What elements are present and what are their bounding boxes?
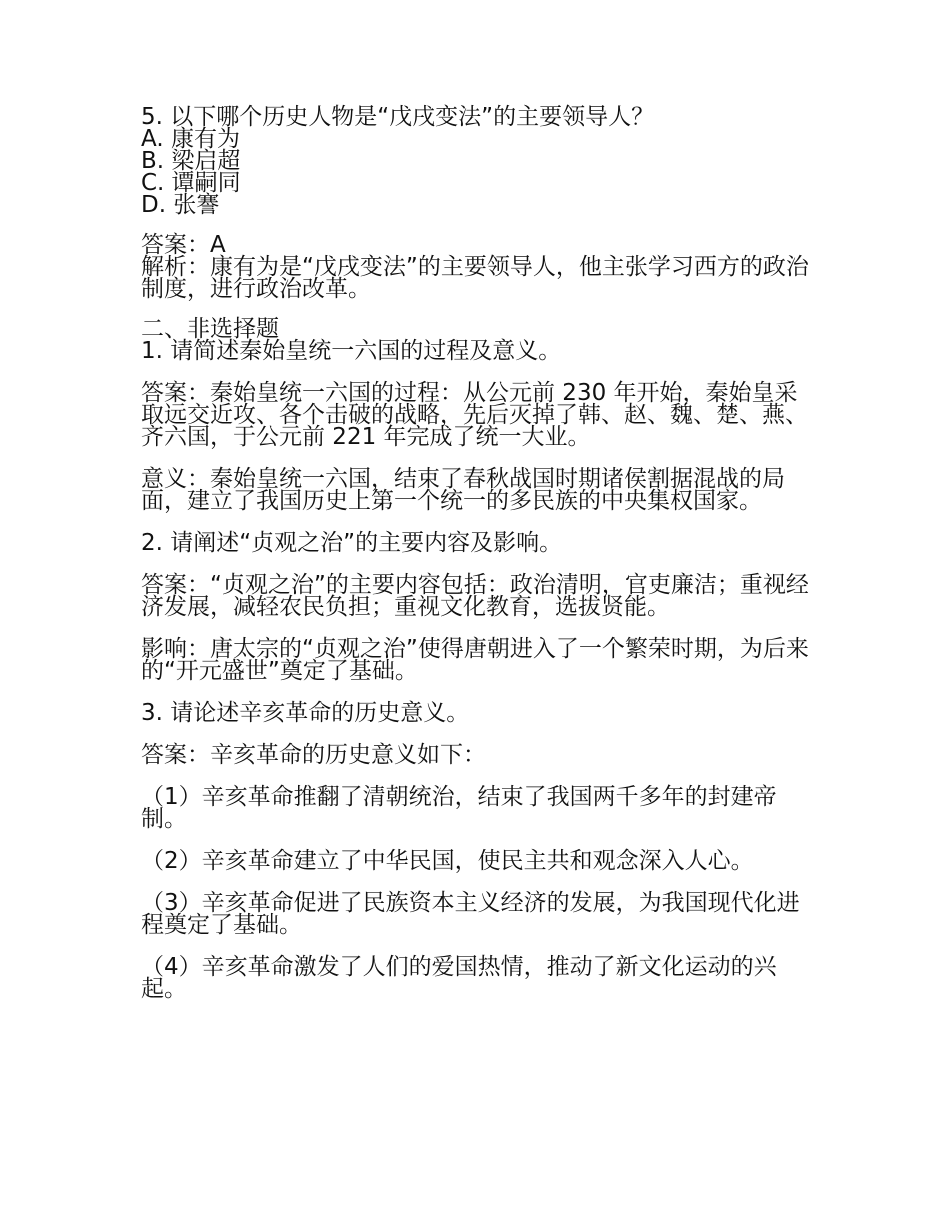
q1-answer: 答案：秦始皇统一六国的过程：从公元前 230 年开始，秦始皇采取远交近攻、各个击破的战略，先后灭掉了韩、赵、魏、楚、燕、齐六国，于公元前 221 年完成了统一大业。 xyxy=(141,380,808,450)
q3-point-3: （3）辛亥革命促进了民族资本主义经济的发展，为我国现代化进程奠定了基础。 xyxy=(141,890,800,938)
mc-option-b: B. 梁启超 xyxy=(141,148,241,174)
q3-point-2: （2）辛亥革命建立了中华民国，使民主共和观念深入人心。 xyxy=(141,848,754,874)
q3-answer-intro: 答案：辛亥革命的历史意义如下： xyxy=(141,742,486,768)
mc-option-d: D. 张謇 xyxy=(141,192,220,218)
q3-point-1: （1）辛亥革命推翻了清朝统治，结束了我国两千多年的封建帝制。 xyxy=(141,784,777,832)
q2-prompt: 2. 请阐述“贞观之治”的主要内容及影响。 xyxy=(141,530,563,556)
mc-question-prompt: 5. 以下哪个历史人物是“戊戌变法”的主要领导人？ xyxy=(141,104,655,130)
section-two-heading: 二、非选择题 xyxy=(141,316,279,342)
mc-option-c: C. 谭嗣同 xyxy=(141,170,241,196)
q1-prompt: 1. 请简述秦始皇统一六国的过程及意义。 xyxy=(141,338,562,364)
document-page xyxy=(141,106,813,1000)
q3-point-4: （4）辛亥革命激发了人们的爱国热情，推动了新文化运动的兴起。 xyxy=(141,954,777,1002)
q1-meaning: 意义：秦始皇统一六国，结束了春秋战国时期诸侯割据混战的局面，建立了我国历史上第一个统一的多民族的中央集权国家。 xyxy=(141,466,785,514)
mc-analysis: 解析：康有为是“戊戌变法”的主要领导人，他主张学习西方的政治制度，进行政治改革。 xyxy=(141,254,809,302)
q2-influence: 影响：唐太宗的“贞观之治”使得唐朝进入了一个繁荣时期，为后来的“开元盛世”奠定了基础。 xyxy=(141,636,809,684)
q3-prompt: 3. 请论述辛亥革命的历史意义。 xyxy=(141,700,470,726)
mc-answer: 答案：A xyxy=(141,232,226,258)
q2-answer: 答案：“贞观之治”的主要内容包括：政治清明，官吏廉洁；重视经济发展，减轻农民负担；重视文化教育，选拔贤能。 xyxy=(141,572,809,620)
mc-option-a: A. 康有为 xyxy=(141,126,240,152)
